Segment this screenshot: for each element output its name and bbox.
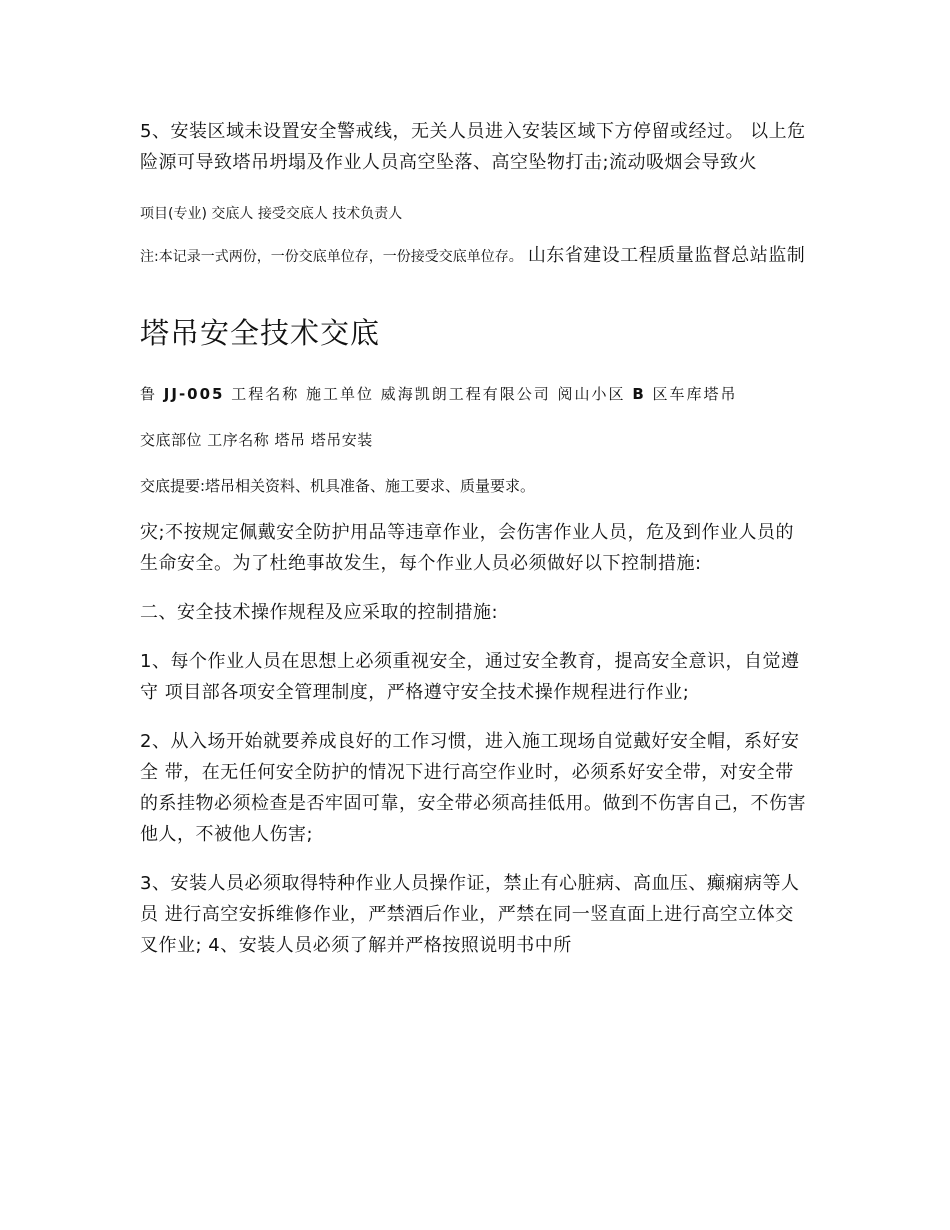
project-info-line: 鲁 JJ-005 工程名称 施工单位 威海凯朗工程有限公司 阅山小区 B 区车库塔吊 bbox=[140, 385, 738, 403]
document-title: 塔吊安全技术交底 bbox=[140, 316, 381, 350]
measure-item-3: 3、安装人员必须取得特种作业人员操作证，禁止有心脏病、高血压、癫痫病等人员 进行高空安拆维修作业，严禁酒后作业，严禁在同一竖直面上进行高空立体交叉作业; 4、安装人员必须了解并严格按照说明书中所 bbox=[140, 873, 800, 956]
form-code: JJ-005 bbox=[163, 385, 225, 403]
process-info-line: 交底部位 工序名称 塔吊 塔吊安装 bbox=[140, 431, 373, 449]
summary-line: 交底提要:塔吊相关资料、机具准备、施工要求、质量要求。 bbox=[140, 477, 536, 495]
signature-row: 项目(专业) 交底人 接受交底人 技术负责人 bbox=[140, 206, 403, 222]
measure-item-2: 2、从入场开始就要养成良好的工作习惯，进入施工现场自觉戴好安全帽，系好安全 带，在无任何安全防护的情况下进行高空作业时，必须系好安全带，对安全带的系挂物必须检查是否牢固可靠，安全带必须高挂低用。做到不伤害自己，不伤害他人，不被他人伤害; bbox=[140, 731, 806, 845]
issuer-text: 山东省建设工程质量监督总站监制 bbox=[527, 245, 806, 266]
hazard-consequence: 灾;不按规定佩戴安全防护用品等违章作业，会伤害作业人员，危及到作业人员的生命安全。为了杜绝事故发生，每个作业人员必须做好以下控制措施: bbox=[140, 522, 795, 574]
section-2-heading: 二、安全技术操作规程及应采取的控制措施: bbox=[140, 602, 499, 623]
document-page bbox=[140, 116, 810, 961]
record-note bbox=[140, 240, 810, 273]
zone-letter: B bbox=[632, 385, 646, 403]
record-note-text: 注:本记录一式两份，一份交底单位存，一份接受交底单位存。 bbox=[140, 249, 523, 265]
measure-item-1: 1、每个作业人员在思想上必须重视安全，通过安全教育，提高安全意识，自觉遵守 项目部各项安全管理制度，严格遵守安全技术操作规程进行作业; bbox=[140, 651, 800, 703]
hazard-item-5: 5、安装区域未设置安全警戒线，无关人员进入安装区域下方停留或经过。 以上危险源可导致塔吊坍塌及作业人员高空坠落、高空坠物打击;流动吸烟会导致火 bbox=[140, 121, 806, 173]
